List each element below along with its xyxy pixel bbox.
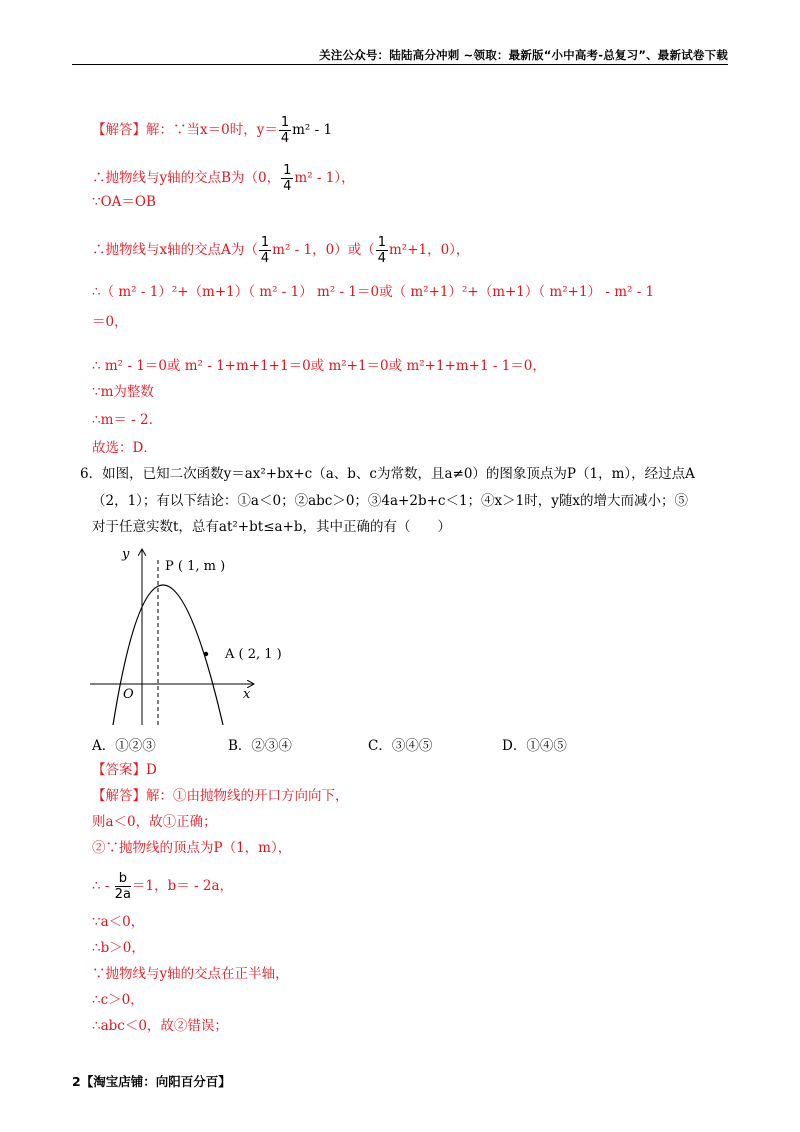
answer-line — [92, 760, 157, 780]
point-a — [204, 652, 208, 656]
solution-text: m² - 1 — [292, 122, 333, 138]
solution-line-4 — [92, 236, 469, 265]
solution-label: 【解答】 — [92, 788, 146, 804]
fraction: $\frac{b}{2a}$ — [114, 871, 131, 902]
solution-line-2 — [92, 164, 355, 193]
solution-line-3: ∵OA＝OB — [92, 194, 156, 210]
solution6-line-7: ∵抛物线与y轴的交点在正半轴， — [92, 966, 289, 982]
solution-text: m² - 1）， — [294, 170, 355, 186]
origin-label: O — [123, 687, 134, 702]
solution-line-9: ∴m＝ - 2． — [92, 412, 163, 428]
fraction: $\frac{1}{4}$ — [377, 235, 386, 266]
option-b[interactable]: B．②③④ — [228, 738, 292, 754]
solution-line-1 — [92, 116, 332, 145]
solution-text: ∴ m² - 1＝0或 m² - 1+m+1+1＝0或 m²+1＝0或 m²+1+m+1 - 1＝0， — [92, 358, 546, 374]
solution6-line-3: ②∵抛物线的顶点为P（1，m）， — [92, 840, 292, 856]
solution6-line-2: 则a＜0，故①正确； — [92, 814, 217, 830]
solution6-line-5: ∵a＜0， — [92, 914, 145, 930]
option-a[interactable]: A．①②③ — [92, 738, 156, 754]
solution-line-10: 故选：D． — [92, 440, 157, 456]
solution-text: ∴抛物线与y轴的交点B为（0， — [92, 170, 281, 186]
solution-line-5 — [92, 282, 654, 302]
point-p-label: P ( 1, m ) — [165, 559, 226, 574]
y-axis-label: y — [122, 547, 130, 562]
fraction: $\frac{1}{4}$ — [260, 235, 270, 266]
answer-label: 【答案】 — [92, 762, 146, 778]
solution6-line-1 — [92, 786, 349, 806]
point-a-label: A ( 2, 1 ) — [225, 647, 282, 662]
option-c[interactable]: C．③④⑤ — [368, 738, 433, 754]
solution-text: 解：①由抛物线的开口方向向下， — [146, 788, 349, 804]
solution-text: ∴ - — [92, 878, 114, 894]
page-header: 关注公众号：陆陆高分冲刺 ~领取：最新版“小中高考-总复习”、最新试卷下载 — [72, 48, 728, 65]
solution-text: ＝1，b＝ - 2a， — [131, 878, 233, 894]
solution-line-6: ＝0， — [92, 314, 128, 330]
fraction: $\frac{1}{4}$ — [280, 115, 290, 146]
solution-text: m²+1，0）， — [388, 242, 470, 258]
solution-line-8: ∵m为整数 — [92, 384, 154, 400]
question-line-1: 6．如图，已知二次函数y＝ax²+bx+c（a、b、c为常数，且a≠0）的图象顶点为P（1，m），经过点A — [80, 466, 695, 482]
solution6-line-9: ∴abc＜0，故②错误； — [92, 1018, 228, 1034]
x-axis-label: x — [243, 687, 251, 702]
solution6-line-6: ∴b＞0， — [92, 940, 145, 956]
question-line-2: （2，1）；有以下结论：①a＜0；②abc＞0；③4a+2b+c＜1；④x＞1时，y随x的增大而减小；⑤ — [92, 493, 688, 509]
solution-text: m² - 1，0）或（ — [272, 242, 375, 258]
page-footer: 2【淘宝店铺：向阳百分百】 — [72, 1074, 231, 1089]
solution-label: 【解答】 — [92, 122, 146, 138]
solution-text: 解：∵当x＝0时，y＝ — [146, 122, 278, 138]
fraction: $\frac{1}{4}$ — [283, 163, 292, 194]
parabola-graph — [85, 540, 285, 730]
solution-text: ∴抛物线与x轴的交点A为（ — [92, 242, 258, 258]
solution-text: ∴（ m² - 1）²+（m+1）（ m² - 1） m² - 1＝0或（ m²+1）²+（m+1）（ m²+1） - m² - 1 — [92, 284, 655, 300]
solution6-line-4 — [92, 872, 233, 901]
solution6-line-8: ∴c＞0， — [92, 992, 144, 1008]
question-line-3: 对于任意实数t，总有at²+bt≤a+b，其中正确的有（ ） — [92, 519, 452, 535]
solution-line-7 — [92, 356, 546, 376]
answer-value: D — [146, 762, 157, 778]
option-d[interactable]: D．①④⑤ — [502, 738, 567, 754]
